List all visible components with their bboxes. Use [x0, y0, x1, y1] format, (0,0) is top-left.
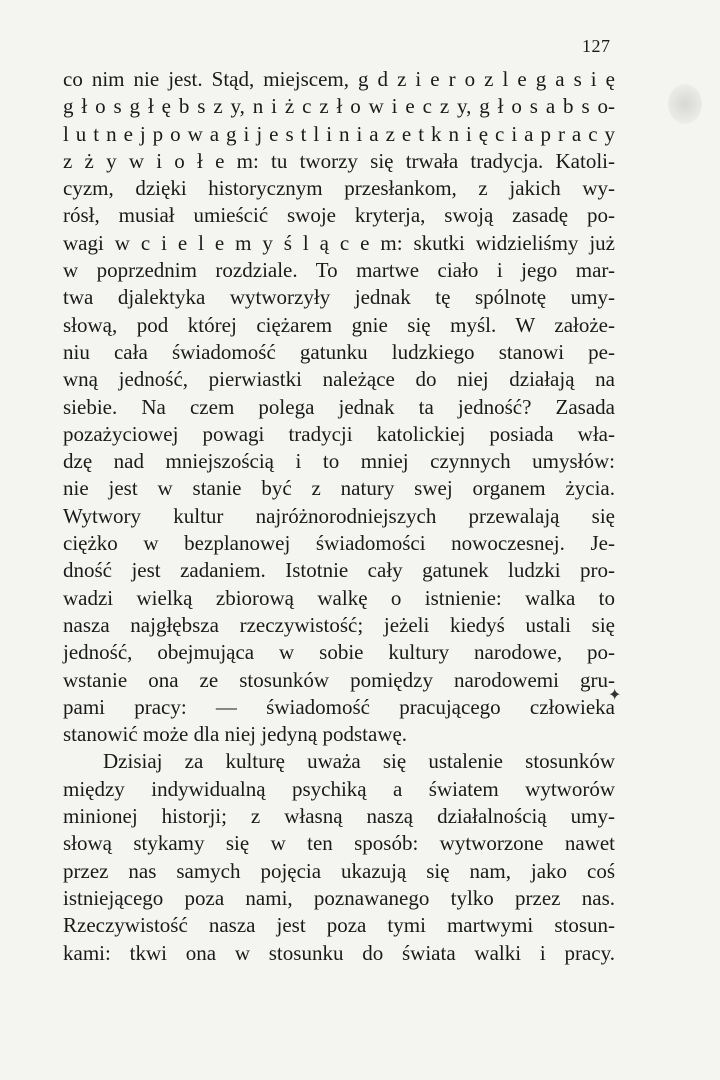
- text-line: istniejącego poza nami, poznawanego tylko przez nas.: [63, 885, 615, 910]
- text-line: przez nas samych pojęcia ukazują się nam, jako coś: [63, 858, 615, 883]
- text-line: wstanie ona ze stosunków pomiędzy narodowemi gru-: [63, 667, 615, 692]
- text-line: Wytwory kultur najróżnorodniejszych przewalają się: [63, 503, 615, 528]
- text-line: Rzeczywistość nasza jest poza tymi martwymi stosun-: [63, 913, 615, 938]
- paragraph-end-line: stanowić może dla niej jedyną podstawę.: [63, 722, 408, 747]
- text-line: dzę nad mniejszością i to mniej czynnych umysłów:: [63, 449, 615, 474]
- text-line: jedność, obejmująca w sobie kultury narodowe, po-: [63, 640, 615, 665]
- text-line: g ł o s g ł ę b s z y, n i ż c z ł o w i e c z y, g ł o s a b s o-: [63, 94, 615, 119]
- text-line: słową, pod której ciężarem gnie się myśl. W założe-: [63, 312, 615, 337]
- text-line: wną jedność, pierwiastki należące do niej działają na: [63, 367, 615, 392]
- text-line: siebie. Na czem polega jednak ta jedność? Zasada: [63, 394, 615, 419]
- text-line: słową stykamy się w ten sposób: wytworzone nawet: [63, 831, 615, 856]
- text-line: między indywidualną psychiką a światem wytworów: [63, 776, 615, 801]
- text-line: ciężko w bezplanowej świadomości nowoczesnej. Je-: [63, 531, 615, 556]
- text-line: wadzi wielką zbiorową walkę o istnienie: walka to: [63, 585, 615, 610]
- text-line: minionej historji; z własną naszą działalnością umy-: [63, 804, 615, 829]
- text-line: co nim nie jest. Stąd, miejscem, g d z i e r o z l e g a s i ę: [63, 67, 615, 91]
- text-line: pami pracy: — świadomość pracującego człowieka: [63, 694, 615, 719]
- text-line: cyzm, dzięki historycznym przesłankom, z jakich wy-: [63, 176, 615, 201]
- text-line: w poprzednim rozdziale. To martwe ciało i jego mar-: [63, 258, 615, 283]
- text-line: twa djalektyka wytworzyły jednak tę spólnotę umy-: [63, 285, 615, 310]
- text-line: nie jest w stanie być z natury swej organem życia.: [63, 476, 615, 501]
- paragraph-start-line: Dzisiaj za kulturę uważa się ustalenie stosunków: [103, 749, 615, 774]
- text-line: kami: tkwi ona w stosunku do świata walki i pracy.: [63, 940, 615, 965]
- text-line: rósł, musiał umieścić swoje kryterja, swoją zasadę po-: [63, 203, 615, 228]
- text-line: l u t n e j p o w a g i j e s t l i n i a z e t k n i ę c i a p r a c y: [63, 121, 615, 146]
- text-line: niu cała świadomość gatunku ludzkiego stanowi pe-: [63, 339, 615, 364]
- paper-smudge: [668, 84, 702, 124]
- text-line: pozażyciowej powagi tradycji katolickiej posiada wła-: [63, 421, 615, 446]
- body-text: [63, 66, 615, 967]
- text-line: wagi w c i e l e m y ś l ą c e m: skutki widzieliśmy już: [63, 230, 615, 255]
- ink-speck-icon: ✦: [608, 687, 622, 704]
- text-line: z ż y w i o ł e m: tu tworzy się trwała tradycja. Katoli-: [63, 148, 615, 173]
- page-number: 127: [582, 36, 611, 56]
- text-line: dność jest zadaniem. Istotnie cały gatunek ludzki pro-: [63, 558, 615, 583]
- text-line: nasza najgłębsza rzeczywistość; jeżeli kiedyś ustali się: [63, 612, 615, 637]
